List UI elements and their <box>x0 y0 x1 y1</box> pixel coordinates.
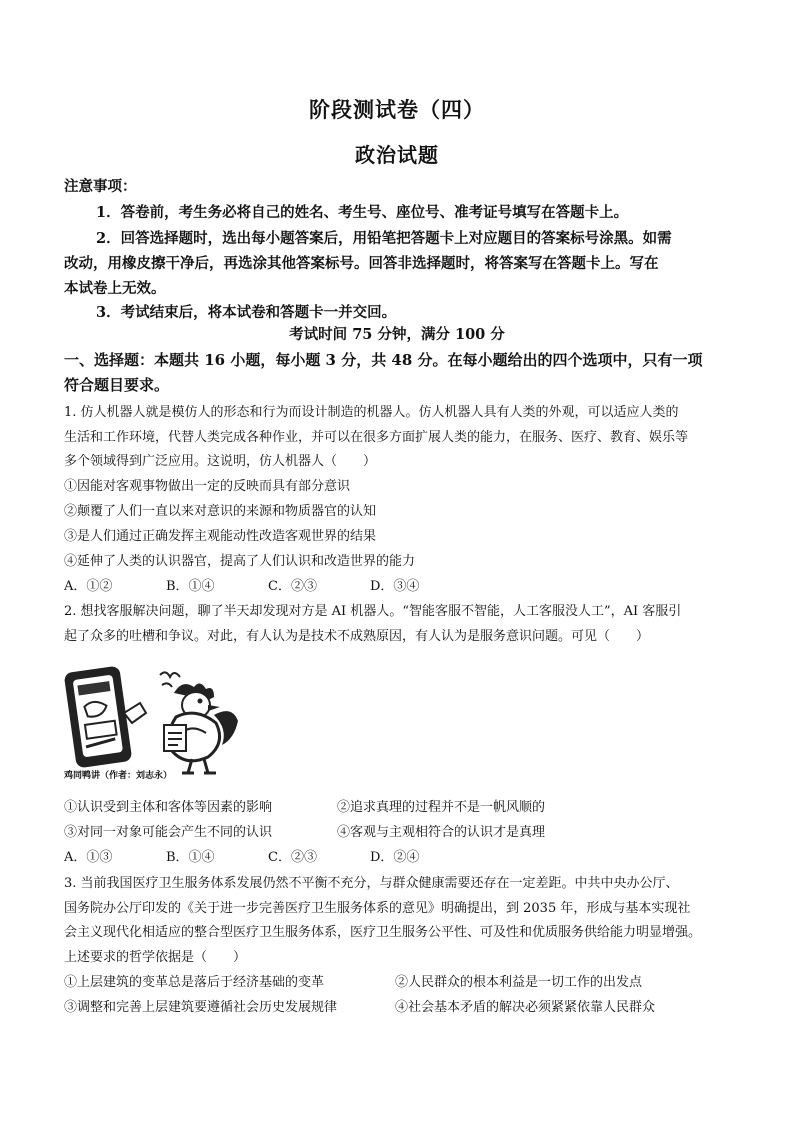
notice-line: 2．回答选择题时，选出每小题答案后，用铅笔把答题卡上对应题目的答案标号涂黑。如需 <box>96 230 672 247</box>
q2-choice-c: C．②③ <box>268 850 317 865</box>
q1-stem-line: 1. 仿人机器人就是模仿人的形态和行为而设计制造的机器人。仿人机器人具有人类的外观，可以适应人类的 <box>64 405 679 420</box>
q2-choice-a: A．①③ <box>64 850 113 865</box>
q3-statement: ②人民群众的根本利益是一切工作的出发点 <box>395 975 643 990</box>
notice-heading: 注意事项： <box>64 178 137 195</box>
q3-statement: ③调整和完善上层建筑要遵循社会历史发展规律 <box>64 1000 338 1015</box>
q3-stem-line: 3. 当前我国医疗卫生服务体系发展仍然不平衡不充分，与群众健康需要还存在一定差距。中共中央办公厅、 <box>64 876 679 891</box>
q1-statement: ③是人们通过正确发挥主观能动性改造客观世界的结果 <box>64 529 377 544</box>
notice-line: 本试卷上无效。 <box>64 280 166 297</box>
cartoon-caption: 鸡同鸭讲（作者：刘志永） <box>64 771 173 781</box>
exam-time: 考试时间 75 分钟，满分 100 分 <box>289 326 505 343</box>
q2-choice-b: B．①④ <box>166 850 215 865</box>
q1-statement: ②颠覆了人们一直以来对意识的来源和物质器官的认知 <box>64 504 377 519</box>
paper-title: 阶段测试卷（四） <box>309 97 485 122</box>
q1-stem-line: 多个领域得到广泛应用。这说明，仿人机器人（ ） <box>64 454 377 469</box>
q1-choice-d: D．③④ <box>370 579 420 594</box>
rooster-icon <box>160 672 238 773</box>
paper-subtitle: 政治试题 <box>355 143 439 167</box>
notice-line: 3．考试结束后，将本试卷和答题卡一并交回。 <box>96 304 397 321</box>
phone-robot-icon <box>64 666 146 769</box>
q3-stem-line: 上述要求的哲学依据是（ ） <box>64 950 247 965</box>
q1-choice-c: C．②③ <box>268 579 317 594</box>
q1-choice-a: A．①② <box>64 579 113 594</box>
q3-statement: ①上层建筑的变革总是落后于经济基础的变革 <box>64 975 325 990</box>
cartoon-illustration <box>64 655 244 780</box>
q1-stem-line: 生活和工作环境，代替人类完成各种作业，并可以在很多方面扩展人类的能力，在服务、医疗、教育、娱乐等 <box>64 430 689 445</box>
notice-line: 改动，用橡皮擦干净后，再选涂其他答案标号。回答非选择题时，将答案写在答题卡上。写在 <box>64 255 659 272</box>
q2-statement: ①认识受到主体和客体等因素的影响 <box>64 800 273 815</box>
section-heading: 符合题目要求。 <box>64 376 170 394</box>
q1-statement: ①因能对客观事物做出一定的反映而具有部分意识 <box>64 479 351 494</box>
q2-statement: ②追求真理的过程并不是一帆风顺的 <box>337 800 546 815</box>
section-heading: 一、选择题：本题共 16 小题，每小题 3 分，共 48 分。在每小题给出的四个选项中，只有一项 <box>64 351 703 369</box>
q2-stem-line: 起了众多的吐槽和争议。对此，有人认为是技术不成熟原因，有人认为是服务意识问题。可见（ ） <box>64 629 650 644</box>
q2-choice-d: D．②④ <box>370 850 420 865</box>
q3-stem-line: 国务院办公厅印发的《关于进一步完善医疗卫生服务体系的意见》明确提出，到 2035 年，形成与基本实现社 <box>64 901 691 916</box>
q1-statement: ④延伸了人类的认识器官，提高了人们认识和改造世界的能力 <box>64 554 416 569</box>
q1-choice-b: B．①④ <box>166 579 215 594</box>
q3-stem-line: 会主义现代化相适应的整合型医疗卫生服务体系，医疗卫生服务公平性、可及性和优质服务供给能力明显增强。 <box>64 925 702 940</box>
notice-line: 1．答卷前，考生务必将自己的姓名、考生号、座位号、准考证号填写在答题卡上。 <box>96 204 629 221</box>
q2-stem-line: 2. 想找客服解决问题，聊了半天却发现对方是 AI 机器人。“智能客服不智能，人工客服没人工”，AI 客服引 <box>64 604 682 619</box>
q2-statement: ④客观与主观相符合的认识才是真理 <box>337 825 546 840</box>
q2-statement: ③对同一对象可能会产生不同的认识 <box>64 825 273 840</box>
q3-statement: ④社会基本矛盾的解决必须紧紧依靠人民群众 <box>395 1000 656 1015</box>
